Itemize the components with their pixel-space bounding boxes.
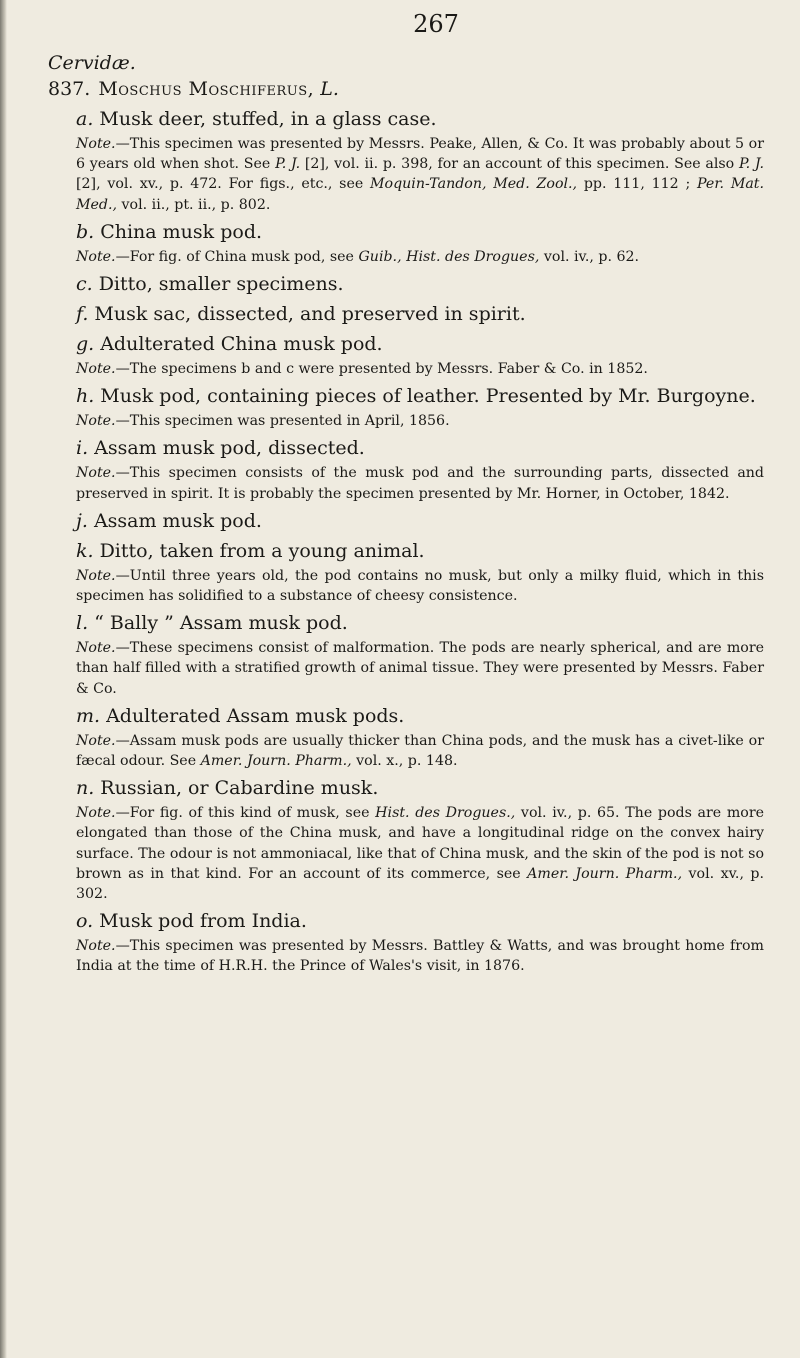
text-span: Note.: [76, 361, 116, 378]
text-span: China musk pod.: [100, 220, 263, 243]
text-span: j.: [76, 509, 88, 532]
text-span: Note.: [76, 805, 116, 822]
entry-n: [76, 775, 764, 802]
text-span: —These specimens consist of malformation. The pods are nearly spherical, and are more than half filled with a stratified growth of animal tissue. They were presented by Messrs. Faber & Co.: [76, 640, 764, 697]
text-span: Moquin-Tandon, Med. Zool.,: [370, 176, 578, 193]
text-span: Musk pod, containing pieces of leather. Presented by Mr. Burgoyne.: [100, 385, 756, 408]
text-span: vol. iv., p. 62.: [539, 248, 640, 265]
note-a: [76, 134, 764, 215]
species-authority: L.: [320, 78, 339, 100]
note-g: [76, 359, 764, 379]
text-span: P. J.: [738, 156, 764, 173]
text-span: vol. xv., p. 302.: [76, 865, 765, 903]
text-span: [2], vol. xv., p. 472. For figs., etc., see: [76, 176, 371, 193]
note-k: [76, 566, 764, 606]
note-b: [76, 247, 764, 267]
text-span: Adulterated Assam musk pods.: [106, 704, 405, 727]
note-i: [76, 463, 764, 503]
text-span: —The specimens b and c were presented by Messrs. Faber & Co. in 1852.: [115, 361, 648, 378]
entry-m: [76, 703, 764, 730]
text-span: Musk pod from India.: [99, 910, 307, 933]
entry-l: [76, 610, 764, 637]
text-span: Note.: [76, 567, 116, 584]
text-span: —Until three years old, the pod contains no musk, but only a milky fluid, which in this specimen has solidified to a substance of cheesy consistence.: [76, 567, 764, 605]
text-span: i.: [76, 437, 89, 460]
entry-g: [76, 331, 764, 358]
text-span: “ Bally ” Assam musk pod.: [94, 612, 348, 635]
entry-k: [76, 538, 764, 565]
text-span: n.: [76, 777, 95, 800]
text-span: l.: [76, 612, 89, 635]
text-span: pp. 111, 112 ;: [577, 176, 698, 193]
text-span: P. J.: [275, 156, 301, 173]
entry-j: [76, 508, 764, 535]
text-span: vol. iv., p. 65. The pods are more elongated than those of the China musk, and have a longitudinal ridge on the convex hairy surface. The odour is not ammoniacal, like that of China musk, and the skin of the pod is not so brown as in that kind. For an account of its commerce, see: [76, 805, 764, 882]
text-span: —Assam musk pods are usually thicker than China pods, and the musk has a civet-like or fæcal odour. See: [76, 732, 764, 770]
text-span: Guib., Hist. des Drogues,: [358, 248, 540, 265]
species-name: Moschus Moschiferus,: [98, 78, 315, 100]
text-span: h.: [76, 385, 95, 408]
text-span: Ditto, smaller specimens.: [98, 273, 344, 296]
text-span: Note.: [76, 248, 116, 265]
text-span: vol. x., p. 148.: [351, 753, 458, 770]
note-h: [76, 411, 764, 431]
text-span: Ditto, taken from a young animal.: [99, 539, 425, 562]
text-span: —For fig. of this kind of musk, see: [115, 805, 376, 822]
text-span: c.: [76, 273, 93, 296]
text-span: b.: [76, 220, 95, 243]
entry-b: [76, 219, 764, 246]
text-span: [2], vol. ii. p. 398, for an account of this specimen. See also: [300, 156, 739, 173]
page-number: 267: [413, 10, 459, 38]
text-span: Russian, or Cabardine musk.: [100, 777, 379, 800]
text-span: Adulterated China musk pod.: [100, 333, 383, 356]
entry-o: [76, 908, 764, 935]
note-o: [76, 936, 764, 976]
entry-h: [76, 383, 764, 410]
text-span: Amer. Journ. Pharm.,: [200, 753, 352, 770]
text-span: f.: [76, 303, 89, 326]
entry-f: [76, 301, 764, 328]
text-span: Note.: [76, 732, 116, 749]
family-heading: Cervidæ.: [48, 52, 136, 74]
text-span: Note.: [76, 413, 116, 430]
text-span: Assam musk pod.: [93, 509, 262, 532]
text-span: —This specimen consists of the musk pod and the surrounding parts, dissected and preserved in spirit. It is probably the specimen presented by Mr. Horner, in October, 1842.: [76, 465, 764, 502]
entry-a: [76, 106, 764, 133]
text-span: vol. ii., pt. ii., p. 802.: [117, 196, 271, 213]
text-span: Musk deer, stuffed, in a glass case.: [99, 108, 437, 130]
note-l: [76, 638, 764, 699]
catalogue-number: 837.: [48, 78, 91, 100]
text-span: o.: [76, 910, 94, 933]
text-span: Assam musk pod, dissected.: [94, 437, 365, 460]
species-heading: [48, 78, 764, 100]
text-span: Note.: [76, 938, 116, 955]
page-edge-shadow: [0, 0, 7, 1358]
text-span: Note.: [76, 136, 116, 152]
text-span: k.: [76, 539, 94, 562]
note-n: [76, 803, 764, 904]
text-span: m.: [76, 704, 101, 727]
text-span: g.: [76, 333, 95, 356]
text-span: Note.: [76, 640, 116, 657]
entry-i: [76, 435, 764, 462]
text-span: a.: [76, 108, 94, 130]
note-m: [76, 731, 764, 771]
text-span: Per. Mat. Med.,: [76, 176, 765, 213]
entry-c: [76, 271, 764, 298]
text-span: —This specimen was presented by Messrs. Peake, Allen, & Co. It was probably about 5 or 6 years old when shot. See: [76, 136, 764, 173]
text-span: Hist. des Drogues.,: [375, 805, 516, 822]
document-page: [48, 10, 764, 981]
text-span: —For fig. of China musk pod, see: [115, 248, 359, 265]
text-span: Musk sac, dissected, and preserved in spirit.: [94, 303, 526, 326]
text-span: —This specimen was presented in April, 1856.: [115, 413, 450, 430]
text-span: Note.: [76, 465, 116, 482]
text-span: Amer. Journ. Pharm.,: [527, 865, 683, 882]
text-span: —This specimen was presented by Messrs. Battley & Watts, and was brought home from India at the time of H.R.H. the Prince of Wales's visit, in 1876.: [76, 938, 764, 975]
